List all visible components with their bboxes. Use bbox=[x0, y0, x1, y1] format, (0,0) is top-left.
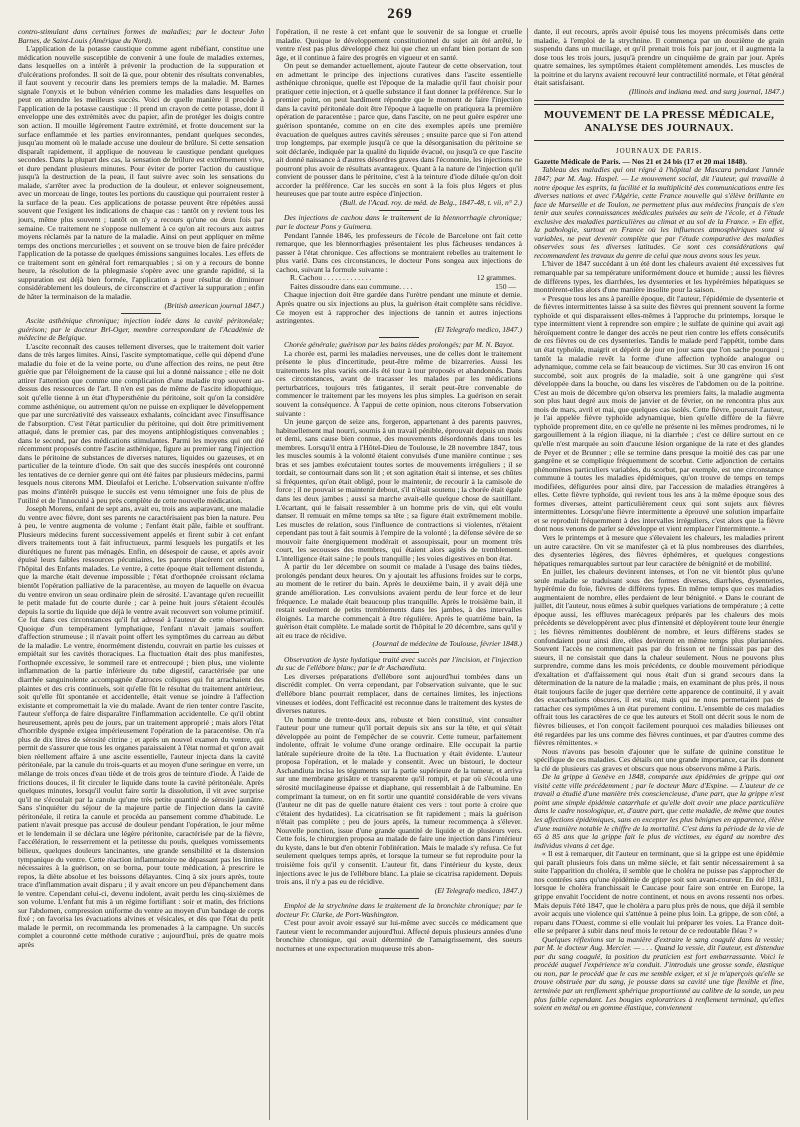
column-right bbox=[534, 28, 784, 1120]
article-paragraph: Chaque injection doit être gardée dans l'urètre pendant une minute et demie. Après quatre ou six injections au plus, la guérison était complète sans récidive. Ce moyen est à rapprocher des injections de tannin et autres injections astringentes. bbox=[276, 290, 522, 326]
article-paragraph: Un jeune garçon de seize ans, forgeron, appartenant à des parents pauvres, habituellement mal nourri, soumis à un travail pénible, éprouvait depuis un mois et demi, sans cause bien connue, des mouvements désordonnés dans tous les membres. Lorsqu'il entra à l'Hôtel-Dieu de Toulouse, le 28 novembre 1847, tous les muscles soumis à la volonté étaient convulsés d'une manière continue ; ses bras et ses jambes exécutaient toutes sortes de mouvements irréguliers ; il se tordait, se contournait dans son lit ; et son agitation était si intense, et ses chûtes si fréquentes, qu'on était obligé, pour le maintenir, de recourir à la camisole de force ; il ne pouvait se maintenir debout, s'il n'était soutenu ; la chorée était égale dans les deux jambes ; aussi sa marche avait-elle quelque chose de sautillant. L'écartant, qui le faisait ressembler à un homme pris de vin, qui eût voulu danser. Il remuait en même temps sa tête ; sa figure était extrêmement mobile. Les muscles de relation, sous l'influence de contractions si violentes, n'étaient cependant pas tout à fait soumis à l'empire de la volonté ; la défense sévère de se mouvoir faite énergiquement modérait et assoupissait, pour un moment très court, les secousses des membres, qui étaient alors agités de tremblement. L'intelligence était saine ; le pouls tranquille ; les voies digestives en bon état. bbox=[276, 417, 522, 563]
article-paragraph: Nous n'avons pas besoin d'ajouter que le sulfate de quinine constitue le spécifique de ces maladies. Ces détails ont une grande importance, car ils donnent la clé de plusieurs cas graves et obscurs que nous observons même à Paris. bbox=[534, 746, 784, 773]
prescription-dose: 150 — bbox=[495, 281, 516, 291]
article-paragraph: De la grippe à Genève en 1848, comparée aux épidémies de grippe qui ont visité cette ville précédemment ; par le docteur Marc d'Espine. — L'auteur de ce travail a étudié d'une manière très consciencieuse, d'une part, que la grippe n'est point une simple épidémie catarrhale et qu'elle doit avoir une place particulière dans le cadre nosologique, et, d'autre part, que cette maladie, de même que toutes les affections épidémiques, sans en excepter les plus bénignes en apparence, élève d'une manière notable le chiffre de la mortalité. C'est dans la période de la vie de 65 à 85 ans que la grippe fait le plus de victimes, eu égard au nombre des individus vivans à cet âge. bbox=[534, 772, 784, 850]
column-left bbox=[18, 28, 264, 1120]
article-paragraph: Joseph Morens, enfant de sept ans, avait eu, trois ans auparavant, une maladie du ventre avec fièvre, dont ses parents ne caractérisaient pas bien la nature. Peu à peu, le ventre augmenta de volume ; l'enfant était pâle, faible et souffrant. Plusieurs médecins furent successivement appelés et firent subir à cet enfant divers traitements tout à fait infructueux, parmi lesquels les purgatifs et les diurétiques ne furent pas ménagés. Enfin, en désespoir de cause, et après avoir épuisé leurs faibles ressources pécuniaires, les parents placèrent cet enfant à l'hôpital des Enfants malades. Le ventre, à cette époque était tellement distendu, que la marche était devenue impossible ; l'état d'orthopnée croissant réclama bientôt l'opération palliative de la paracentèse, au moyen de laquelle on évacua du ventre environ un seau ordinaire plein de sérosité. L'avantage qu'en recueillit le petit malade fut de courte durée ; car à peine huit jours s'étaient écoulés depuis la sortie du liquide que déjà le ventre avait recouvert son volume primitif. Ce fut dans ces circonstances qu'il fut adressé à l'auteur de cette observation. Quoique d'un tempérament lymphatique, l'enfant n'avait jamais souffert d'affection strumeuse ; il n'avait point offert les symptômes du carreau au début de la maladie. Le ventre, énormément distendu, couvrait en partie les cuisses et empiétait sur les cavités thoraciques. La fluctuation était des plus manifestes, l'orthopnée excessive, le sommeil rare et entrecoupé ; bien plus, une violente inflammation de la partie inférieure du tube digestif, caractérisée par une diarrhée sanguinolente accompagnée d'atroces coliques qui fut arrachaient des plaintes et des cris continuels, soit qu'elle fût le résultat du traitement antérieur, soit qu'elle fût spontanée et accidentelle, était venue se joindre à l'affection existante et compromettait la vie du malade. Avant de rien tenter contre l'ascite, l'auteur s'efforça de faire disparaître l'inflammation accidentelle. Ce qu'il obtint heureusement, après peu de jours, par un traitement approprié ; mais alors l'état d'horrible dyspnée exigea impérieusement l'opération de la paracentèse. On n'a plus de dix litres de sérosité citrine ; et après un nouvel examen du ventre, qui permit de s'assurer que tous les organes paraissaient à l'état normal et qu'on avait bien réellement affaire à une ascite essentielle, l'auteur injecta dans la cavité péritonéale, par la canule du trois-quarts et au moyen d'une seringue en verre, un mélange de trois onces d'eau tiède et de trois gros de teinture d'iode. À l'aide de frictions douces, il fit circuler le liquide dans toute la cavité péritonéale. Après quelques minutes, lorsqu'il voulut faire sortir la dissolution, il vit avec surprise qu'il ne s'écoulait par la canule qu'une très petite quantité de sérosité jaunâtre. Sans s'inquiéter du séjour de la majeure partie de l'injection dans la cavité péritonéale, il retira la canule et procéda au pansement comme d'habitude. Le patient n'avait presque pas accusé de douleur pendant l'opération, le jour même et le lendemain il se déclara une légère péritonite, caractérisée par de la fièvre, l'accélération, le resserrement et la petitesse du pouls, quelques vomissements bilieux, quelques douleurs lancinantes, une grande sensibilité et la distension tympanique du ventre. Cette réaction inflammatoire ne dépassant pas les limites nécessaires à la guérison, on se borna, pour toute médication, à prescrire le repos, la diète absolue et les boissons délayantes. Cinq à six jours après, toute trace d'inflammation avait disparu ; il y avait encore un peu d'épanchement dans le ventre. Cependant celui-ci, devenu indolent, avait perdu les cinq-sixièmes de son volume. L'enfant fut mis à un régime fortifiant : soir et matin, des frictions sur l'abdomen, compression uniforme du ventre au moyen d'un bandage de corps fixé ; on favorisa les évacuations alvines et vésicales, et dès que l'état du petit malade le permit, on recommanda les promenades à la campagne. Un succès complet a couronné cette méthode curative ; aujourd'hui, près de quatre mois après bbox=[18, 504, 264, 949]
article-heading: Emploi de la strychnine dans le traitement de la bronchite chronique; par le docteur Fr. Clarke, de Port-Washington. bbox=[276, 901, 522, 919]
article-paragraph: dante, il eut recours, après avoir épuisé tous les moyens précomisés dans cette maladie, à l'emploi de la strychnine. Il commença par un douzième de grain suspendu dans un mucilage, et qu'il prenait trois fois par jour, et il augmenta la dose tous les trois jours, jusqu'à prendre un cinquième de grain par jour. Après quatre semaines, les symptômes étaient complètement amendés. Les muscles de la poitrine et du larynx avaient recouvré leur contractilité normale, et l'état général était satisfaisant. bbox=[534, 28, 784, 88]
article-paragraph: La chorée est, parmi les maladies nerveuses, une de celles dont le traitement présente le plus d'incertitude, peut-être même de bizarreries. Aussi les traitements les plus variés ont-ils été tour à tour proposés et abandonnés. Dans ces circonstances, avant de tracasser les malades par les médications perturbatrices, toujours très fatigantes, il serait peut-être convenable de commencer le traitement par les moyens les plus simples. La guérison en serait souvent la conséquence. À l'appui de cette opinion, nous citerons l'observation suivante : bbox=[276, 348, 522, 418]
article-paragraph: Tableau des maladies qui ont régné à l'hôpital de Mascara pendant l'année 1847; par M. Aug. Haspel. — Le mouvement social, dit l'auteur, qui travaille à notre époque les esprits, la facilité et la multiplicité des communications entre les diverses nations et avec l'Algérie, cette France nouvelle qui s'élève brillante en face de Marseille et de Toulon, ne permettent plus aux médecins français de s'en tenir aux seules connaissances médicales puisées au sein de l'école, et à l'étude exclusive des maladies particulières au climat et au sol de la France. » En effet, la pathologie, surtout en France où les influences atmosphériques sont si variables, ne peut devenir complète que par l'étude comparative des maladies observées sous les diverses latitudes. Ce sont ces considérations qui recommandent les travaux du genre de celui que nous avons sous les yeux. bbox=[534, 165, 784, 260]
article-heading: Chorée générale; guérison par les bains tièdes prolongés; par M. N. Bayot. bbox=[284, 340, 515, 350]
prescription-item: Faites dissoudre dans eau commune. . . . bbox=[290, 281, 413, 291]
article-heading: Observation de kyste hydatique traité avec succès par l'incision, et l'injection du suc de l'ellébore blanc; par le dr Aschandiuta. bbox=[276, 654, 522, 673]
article-paragraph: « Presque tous les ans à pareille époque, dit l'auteur, l'épidémie de dysenterie et de fièvres intermittentes laisse à sa suite des fièvres qui prennent souvent la forme typhoïde et qui disparaissent elles-mêmes à l'approche du printemps, lorsque le type intermittent vient à reprendre son empire ; le sulfate de quinine qui avait agi héroïquement contre le danger des accès ne peut rien contre les effets consécutifs de ces fièvres ou de ces dysenteries. Tandis le malade perd l'appétit, tombe dans un état typhoïde, maigrit et dépérit de jour en jour sans que l'on sache pourquoi ; tantôt la maladie revêt la forme d'une affection typhoïde analogue ou adynamique, comme cela se fait beaucoup de victimes. Sur 30 cas environ 16 ont succombé, soit aux progrès de la maladie, soit à une gangrène qui s'est développée dans la bouche, ou dans les viscères de l'abdomen ou de la poitrine. C'est au mois de décembre qu'on observa les premiers faits, la maladie augmenta son plus haut degré aux mois de janvier et de février, on ne rencontra plus aux mois de mars, avril et mai, que quelques cas isolés. Cette fièvre, poursuit l'auteur, je l'ai appelée fièvre typhoïde adynamique, bien qu'elle diffère de la fièvre typhoïde proprement dite, en ce qu'elle ne présente ni les mêmes prodromes, ni le gargouillement à la région iliaque, ni la diarrhée ; c'est ce délire surtout en ce qu'elle n'est marquée au soin d'aucune lésion organique de la rate et des glandes de Peyer et de Brunner ; elle se termine dans presque la moitié des cas par une gangrène et se complique fréquemment de scorbut. Cette adjonction de certains phénomènes particuliers variables, du scorbut, par exemple, est une circonstance commune à toutes les maladies épidémiques, qu'on trouve de temps en temps modifiées, défigurées pour ainsi dire, par l'accession de maladies étrangères à elles. Cette fièvre typhoïde, qui revient tous les ans à la même époque sous des formes diverses, atteint particulièrement ceux qui sont sujets aux fièvres intermittentes. Lorsqu'une fièvre intermittente a éprouvé une solution imparfaite et se reproduit fréquemment à des intervalles irréguliers, c'est alors que la fièvre dont nous venons de parler se développe et vient remplacer l'intermittente. » bbox=[534, 293, 784, 534]
column-divider bbox=[269, 28, 270, 1120]
article-separator bbox=[379, 652, 419, 653]
article-separator bbox=[121, 313, 161, 314]
article-heading: contro-stimulant dans certaines formes de maladies; par le docteur John Barnes, de Saint-Louis (Amérique du Nord). bbox=[18, 28, 264, 45]
article-paragraph: En juillet, les chaleurs devinrent intenses, et l'on ne vit bientôt plus qu'une seule maladie se traduisant sous des formes diverses, diarrhées, dysenteries, hypérémie du foie, fièvres de différens types. En même temps que ces maladies augmentaient de nombre, elles perdaient de leur bénignité. « Dans le courant de juillet, dit l'auteur, nous eûmes à subir quelques variations de température ; à cette époque aussi, les effluves marécageux préparés par les chaleurs des mois précédents se développèrent avec plus d'intensité et déployèrent toute leur énergie ; les fièvres rémittentes doublèrent de nombre, et leurs différens stades se confondaient pour ainsi dire, elles devinrent en même temps plus pluriannées. Souvent l'accès ne commençait pas par du frisson et ne finissait pas par des sueurs, il ne consistait que dans la chaleur seulement. Nous ne pouvons plus surprendre, comme dans les mois précédents, ce double mouvement périodique d'exaltation et d'affaissement qui nous était d'un si grand secours dans la détermination de la nature de la maladie ; mais, en examinant de plus près, il nous était toujours facile de juger que derrière cette apparence de continuité, il y avait des exacerbations obscures, il est vrai, mais qui ne nous permettaient pas de rattacher ces symptômes à un état purement continu. L'ensemble de ces maladies offrait tous les caractères de ce que les auteurs et Stoll ont décrit sous le nom de fièvres bilieuses, et l'on conçoit facilement pourquoi ces maladies bilieuses ont été regardées par les uns comme des fièvres continues, et par d'autres comme des fièvres rémittentes. » bbox=[534, 567, 784, 748]
article-citation: (El Telegrafo medico, 1847.) bbox=[434, 885, 522, 895]
article-paragraph: Vers le printemps et à mesure que s'élevaient les chaleurs, les maladies prirent un autre caractère. On vit se manifester çà et là plus nombreuses des diarrhées, des dysenteries légères, des fièvres éphémères, et quelques congestions hépatiques remarquables surtout par leur caractère de bénignité et de mobilité. bbox=[534, 532, 784, 568]
section-title: MOUVEMENT DE LA PRESSE MÉDICALE, ANALYSE DES JOURNAUX. bbox=[543, 109, 775, 134]
section-rule bbox=[534, 140, 784, 141]
article-paragraph: On peut se demander actuellement, ajoute l'auteur de cette observation, tout en admettant le principe des injections curatives dans l'ascite essentielle asthénique chronique, quelle est l'époque de la maladie qu'il faut choisir pour pratiquer cette injection, et à quelle substance il faut donner la préférence. Sur le premier point, on peut hardiment répondre que le moment de faire l'injection dans la cavité péritonéale doit être l'époque à laquelle on pratiquera la première opération de paracentèse ; parce que, dans l'ascite, on ne peut guère espérer une guérison spontanée, comme on en cite des exemples après une première évacuation de quelques autres cavités séreuses ; ensuite parce que si l'on attend trop longtemps, par exemple jusqu'à ce que la désorganisation du péritoine se soit déclarée, indiquée par la qualité du liquide évacué, ou jusqu'à ce que l'ascite ait donné naissance à d'autres désordres graves dans l'économie, les injections ne pourront plus avoir de résultats avantageux. Quant à la nature de l'injection qu'il convient de pousser dans le péritoine, c'est à la teinture d'iode diluée qu'on doit accorder la préférence. Car les succès en sont à la fois plus légers et plus heureuses que par toute autre espèce d'injection. bbox=[276, 61, 522, 199]
article-paragraph: L'hiver de 1847 succédant à un été dont les chaleurs avaient été excessives fut remarquable par sa température uniformément douce et humide ; aussi les fièvres de différens types, les diarrhées, les dysenteries et les hypérémies hépatiques se montrèrent-elles alors d'une manière insolite pour la saison. bbox=[534, 259, 784, 295]
article-citation: (El Telegrafo medico, 1847.) bbox=[434, 324, 522, 334]
section-rule bbox=[534, 100, 784, 105]
page-number: 269 bbox=[387, 6, 413, 22]
article-separator bbox=[379, 210, 419, 211]
prescription-item: R. Cachou . . . . . . . . . . . . . bbox=[290, 273, 372, 283]
article-heading: Ascite asthénique chronique; injection iodée dans la cavité péritonéale; guérison; par le docteur Brl-Oger, membre correspondant de l'Académie de médecine de Belgique. bbox=[18, 316, 264, 343]
article-paragraph: Un homme de trente-deux ans, robuste et bien constitué, vint consulter l'auteur pour une tumeur qu'il portait depuis six ans sur la tête, et qui s'était développée au point de l'empêcher de se couvrir. Cette tumeur, parfaitement indolente, offrait le volume d'une orange ordinaire. Elle occupait la partie latérale supérieure droite de la tête. La fluctuation y était évidente. L'auteur proposa l'opération, et le malade y consentit. Avec un bistouri, le docteur Aschandiuta incisa les téguments sur la partie supérieure de la tumeur, et arriva sur une membrane grisâtre et transparente qu'il rompit, et par où s'écoula une sérosité mucilagineuse épaisse et diaphane, qui ressemblait à de l'albumine. En comprimant la tumeur, on en fit sortir une quantité considérable de vers vivans (l'auteur ne dit pas de quelle nature étaient ces vers : tout porte à croire que c'étaient des hydatides). La cicatrisation se fit rapidement ; mais la guérison n'était pas complète ; peu de jours après, la tumeur recommença à s'élever. Nouvelle ponction, issue d'une grande quantité de liquide et de plusieurs vers. Cette fois, le chirurgien proposa au malade de faire une injection dans l'intérieur du kyste, dans le but d'en obtenir l'oblitération. Mais le malade s'y refusa. Ce fut seulement quelques temps après, et lorsque la tumeur se fut reproduite pour la troisième fois qu'il y consentit. L'auteur fit, dans l'intérieur du kyste, deux injections avec le jus de l'ellébore blanc. La plaie se cicatrisa rapidement. Depuis trois ans, il n'y a pas eu de récidive. bbox=[276, 714, 522, 887]
article-paragraph: Les diverses préparations d'ellébore sont aujourd'hui tombées dans un discrédit complet. On verra cependant, par l'observation suivante, que le suc d'ellébore blanc pourrait remplacer, dans de certaines limites, les injections vineuses et iodées, dont l'efficacité est reconnue dans le traitement des kystes de diverses natures. bbox=[276, 671, 522, 716]
article-paragraph: À partir du 1er décembre on soumit ce malade à l'usage des bains tièdes, prolongés pendant deux heures. On y ajoutait les affusions froides sur le corps, au moment de le retirer du bain. Après le deuxième bain, il y avait déjà une grande amélioration. Les convulsions avaient perdu de leur force et de leur fréquence. Le malade était beaucoup plus tranquille. Après le troisième bain, il restait seulement de petits tremblements dans les jambes, à des intervalles éloignés. La marche commençait à être régulière. Après le quatrième bain, la guérison était complète. Le malade sortit de l'hôpital le 20 décembre, sans qu'il y ait eu trace de récidive. bbox=[276, 562, 522, 640]
article-heading: Des injections de cachou dans le traitement de la blennorrhagie chronique; par le docteur Pons y Guimera. bbox=[276, 213, 522, 232]
article-citation: (Bull. de l'Acad. roy. de méd. de Belg., 1847-48, t. vii, n° 2.) bbox=[340, 197, 522, 207]
article-paragraph: Pendant l'année 1846, les professeurs de l'école de Barcelone ont fait cette remarque, que les blennorrhagies présentaient les plus fâcheuses tendances à passer à l'état chronique. Ces affections se montraient rebelles au traitement le plus varié. Dans ces circonstances, le docteur Pons songea aux injections de cachou, suivant la formule suivante : bbox=[276, 230, 522, 274]
article-paragraph: L'application de la potasse caustique comme agent rubéfiant, constitue une médication nouvelle susceptible de convenir à une foule de maladies externes, dans lesquelles on a intérêt à prévenir la production de la suppuration et d'ulcérations profondes. Il soit de là que, pour obtenir des résultats convenables, il faut souvent y recourir dans les premiers temps de la maladie. M. Barnes signale l'onyxis et le bubon vénérien comme les maladies dans lesquelles on peut en attendre les meilleurs succès. Voici de quelle manière il procède à l'application de la potasse caustique : il prend un crayon de cette potasse, dont il enveloppe une des extrémités avec du papier, afin de protéger les doigts contre son action. Il mouille légèrement l'autre extrémité, et frotte doucement sur la surface enflammée et les parties environnantes, pendant quelques secondes, jusqu'au moment où le malade accuse une douleur de brûlure. Si cette sensation disparaît rapidement, il applique de nouveau le caustique pendant quelques secondes. Dans la plupart des cas, la sensation de brûlure est extrêmement vive, et dure pendant plusieurs minutes. Pour éviter de porter l'action du caustique jusqu'à la destruction de la peau, il faut suivre avec soin les sensations du malade, s'arrêter avec la production de la douleur, et enlever soigneusement, avec un morceau de linge, toutes les portions du caustique qui pourraient rester à la surface de la peau. Ces applications de potasse peuvent être répétées aussi souvent que l'exigent les indications de chaque cas : tantôt on y revient tous les jours, même plus souvent ; tantôt on n'y a recours qu'une ou deux fois par semaine. Ce traitement ne s'oppose nullement à ce qu'on ait recours aux autres moyens réclamés par la nature de la maladie. Ainsi on peut appliquer en même temps des onctions mercurielles ; et souvent on se trouve bien de faire précéder l'application de la potasse de quelques émissions sanguines locales. Les effets de ce traitement sont en général fort remarquables ; si on y a recours de bonne heure, la résolution de la phlegmasie s'opère avec une grande rapidité, si la suppuration est déjà bien formée, l'application a pour résultat de diminuer considérablement les douleurs, de circonscrire et d'activer la suppuration ; enfin de hâter la terminaison de la maladie. bbox=[18, 44, 264, 301]
article-citation: (Illinois and indiana med. and surg journal, 1847.) bbox=[629, 86, 784, 96]
article-paragraph: l'opération, il ne reste à cet enfant que le souvenir de sa longue et cruelle maladie. Quoique le développement constitutionnel du sujet ait été arrêté, le ventre n'est pas plus développé chez lui que chez un enfant bien portant de son âge, et il continue à faire des progrès en vigueur et en santé. bbox=[276, 28, 522, 62]
column-divider bbox=[527, 28, 528, 1120]
article-paragraph: « Il est à remarquer, dit l'auteur en terminant, que si la grippe est une épidémie qui paraît plusieurs fois dans un même siècle, et fait sentir nécessairement à sa suite l'apparition du choléra, il semble que le choléra ne puisse pas s'approcher de nos contrées sans qu'une épidémie de grippe soit son avant-coureur. En été 1831, lorsque le choléra franchissait le Caucase pour faire son entrée en Europe, la grippe envahit l'occident de notre continent, et nous en avons ressenti nos orbes. Mais depuis l'été 1847, que le choléra a paru plus près de nous, que déjà il semble avoir acquis une violence qui s'atténue à peine plus loin. La grippe, de son côté, a reparu dans l'Ouest, comme si elle voulait lui préparer les voies. La France doit-elle se préparer à subir dans neuf mois le retour de ce redoutable fléau ? » bbox=[534, 849, 784, 936]
article-separator bbox=[379, 337, 419, 338]
journal-heading: JOURNAUX DE PARIS. bbox=[616, 147, 702, 156]
article-citation: (Journal de médecine de Toulouse, février 1848.) bbox=[372, 639, 522, 649]
article-citation: (British american journal 1847.) bbox=[164, 300, 264, 310]
journal-subheading: Gazette Médicale de Paris. — Nos 21 et 24 bis (17 et 20 mai 1848). bbox=[534, 156, 747, 166]
prescription-dose: 12 grammes. bbox=[476, 273, 516, 283]
article-paragraph: C'est pour avoir avoir essayé sur lui-même avec succès ce médicament que l'auteur vient le recommander aujourd'hui. Affecté depuis plusieurs années d'une bronchite chronique, qui avait déterminé de l'amaigrissement, des sueurs nocturnes et une expectoration muqueuse très abon- bbox=[276, 918, 522, 953]
column-middle bbox=[276, 28, 522, 1120]
article-paragraph: L'ascite reconnaît des causes tellement diverses, que le traitement doit varier dans de très larges limites. Ainsi, l'ascite symptomatique, celle qui dépend d'une maladie du foie et de la veine porte, ou d'une affection des reins, ne peut être guérie que par l'éloignement de la cause qui lui a donné naissance ; elle ne doit attirer l'attention que comme une complication d'une maladie trop souvent au-dessus des ressources de l'art. Il n'en est pas de même de l'ascite idiopathique, soit qu'elle tienne à un état d'hypersthénie du péritoine, soit qu'on la considère comme asthénique, ou autrement qu'on ne puisse en expliquer le développement que par une surcréativité des vaisseaux exhalants, coïncidant avec l'insuffisance de l'absorption. C'est l'état particulier du péritoine, qui doit être primitivement attaqué, dans le premier cas, par des moyens antiphlogistiques convenables ; dans le second, par des médications stimulantes. Parmi les moyens qui ont été récemment proposés contre l'ascite asthénique, figure au premier rang l'injection dans le péritoine de substances de diverses natures, liquides ou gazeuses, et en particulier de la teinture d'iode. On sait que des succès inespérés ont couronné les tentatives de ce dernier genre qui ont été faites par plusieurs médecins, parmi lesquels nous citerons MM. Dieulafoi et Leriche. L'observation suivante n'offre pas moins d'intérêt puisque le succès est venu témoigner une fois de plus de l'utilité et de l'innocuité à peu près complète de cette nouvelle médication. bbox=[18, 341, 264, 505]
article-paragraph: Quelques réflexions sur la manière d'extraire le sang coagulé dans la vessie; par M. le docteur Aug. Mercier. — . . . Quand la vessie, dit l'auteur, est distendue par du sang coagulé, la position du praticien est fort embarrassante. Voici le procédé auquel l'expérience m'a conduit. J'introduis une grosse sonde, élastique ou non, par le procédé que le cas me semble exiger, et si je m'aperçois qu'elle se trouve obstruée par du sang, je pousse dans sa cavité une tige flexible et fine, terminée par un renflement sphérique proportionné au calibre de la sonde, un peu plus faible cependant. Les bougies exploratrices à renflement terminal, qu'elles soient en métal ou en gomme élastique, conviennent bbox=[534, 934, 784, 1013]
article-separator bbox=[379, 898, 419, 899]
